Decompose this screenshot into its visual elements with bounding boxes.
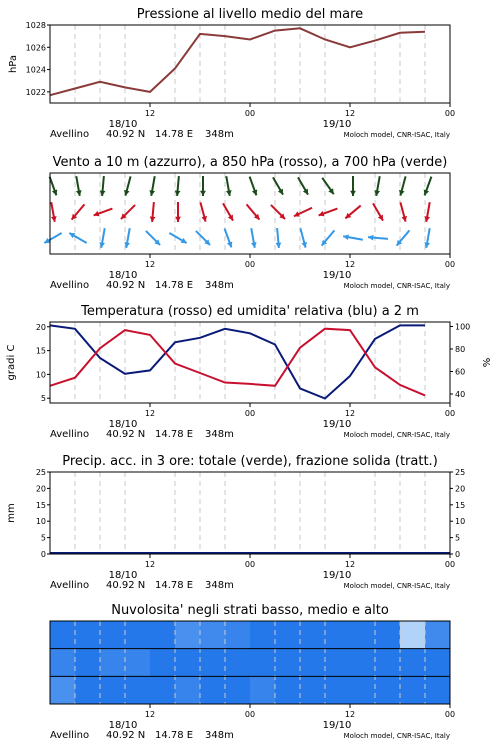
cloud-cell	[200, 649, 226, 677]
cloud-cell	[225, 676, 251, 704]
y-axis-label-right: %	[482, 357, 493, 368]
wind-arrow-head	[175, 190, 181, 195]
y-axis-label: gradi C	[6, 344, 17, 381]
panel-title: Precip. acc. in 3 ore: totale (verde), frazione solida (tratt.)	[62, 454, 438, 469]
cloud-cell	[400, 621, 426, 649]
cloud-cell	[250, 676, 276, 704]
location-elevation: 348m	[205, 429, 234, 440]
wind-arrow-head	[276, 242, 282, 247]
x-tick-label: 12	[344, 710, 356, 719]
wind-arrow-head	[150, 216, 156, 221]
y-tick-label: 0	[40, 550, 46, 559]
cloud-cell	[425, 676, 451, 704]
location-lat: 40.92 N	[106, 280, 146, 291]
wind-arrow	[225, 229, 233, 248]
date-label: 19/10	[322, 419, 352, 430]
date-label: 19/10	[322, 119, 352, 130]
wind-arrow	[169, 233, 186, 243]
y-tick-label-right: 80	[455, 345, 466, 354]
cloud-cell	[275, 649, 301, 677]
date-label: 18/10	[108, 119, 138, 130]
cloud-cell	[350, 676, 376, 704]
x-tick-label: 12	[144, 260, 156, 269]
y-tick-label-right: 100	[455, 322, 471, 332]
y-tick-label: 5	[40, 533, 46, 543]
wind-arrow	[94, 209, 113, 217]
x-tick-label: 00	[444, 560, 456, 569]
location-name: Avellino	[50, 429, 90, 440]
y-tick-label: 10	[35, 517, 46, 527]
cloud-cell	[300, 621, 326, 649]
wind-arrow	[350, 176, 356, 196]
y-tick-label: 15	[35, 500, 46, 510]
location-name: Avellino	[50, 129, 90, 140]
cloud-cell	[375, 621, 401, 649]
cloud-cell	[175, 676, 201, 704]
y-tick-label-right: 40	[455, 390, 466, 399]
panel-title: Vento a 10 m (azzurro), a 850 hPa (rosso), a 700 hPa (verde)	[52, 155, 448, 170]
x-tick-label: 12	[344, 409, 356, 418]
location-lat: 40.92 N	[106, 429, 146, 440]
cloud-cell	[150, 649, 176, 677]
model-credit: Moloch model, CNR-ISAC, Italy	[343, 282, 450, 290]
date-label: 18/10	[108, 570, 138, 581]
cloud-cell	[250, 649, 276, 677]
cloud-cell	[250, 621, 276, 649]
location-elevation: 348m	[205, 580, 234, 591]
cloud-cell	[125, 676, 151, 704]
panel-frame	[50, 173, 450, 254]
location-lon: 14.78 E	[155, 129, 194, 140]
y-axis-label: hPa	[8, 54, 19, 74]
cloud-cell	[50, 621, 76, 649]
wind-arrow	[226, 176, 232, 196]
wind-arrow	[294, 208, 312, 217]
x-tick-label: 00	[444, 109, 456, 118]
wind-arrow	[251, 228, 257, 248]
model-credit: Moloch model, CNR-ISAC, Italy	[343, 732, 450, 740]
y-tick-label: 1026	[25, 43, 46, 53]
cloud-cell	[150, 621, 176, 649]
wind-arrow	[247, 204, 260, 219]
y-tick-label: 15	[35, 346, 46, 356]
cloud-cell	[325, 649, 351, 677]
wind-arrow-head	[368, 235, 373, 241]
date-label: 18/10	[108, 419, 138, 430]
panel-title: Nuvolosita' negli strati basso, medio e alto	[111, 603, 389, 618]
model-credit: Moloch model, CNR-ISAC, Italy	[343, 131, 450, 139]
wind-arrow	[397, 230, 410, 245]
date-label: 18/10	[108, 720, 138, 731]
wind-arrow	[400, 202, 407, 221]
wind-arrow	[200, 202, 207, 221]
wind-arrow	[250, 177, 258, 196]
cloud-cell	[200, 621, 226, 649]
wind-arrow	[69, 233, 86, 243]
cloud-cell	[375, 649, 401, 677]
location-elevation: 348m	[205, 280, 234, 291]
location-lon: 14.78 E	[155, 280, 194, 291]
wind-arrow	[368, 235, 388, 241]
cloud-cell	[300, 649, 326, 677]
cloud-cell	[50, 649, 76, 677]
wind-arrow	[200, 176, 206, 196]
humidity-line	[50, 325, 425, 398]
location-name: Avellino	[50, 580, 90, 591]
panel-title: Temperatura (rosso) ed umidita' relativa (blu) a 2 m	[81, 304, 419, 319]
x-tick-label: 00	[244, 409, 256, 418]
cloud-cell	[50, 676, 76, 704]
cloud-cell	[225, 649, 251, 677]
cloud-cell	[350, 621, 376, 649]
x-tick-label: 12	[144, 409, 156, 418]
cloud-cell	[325, 676, 351, 704]
cloud-cell	[100, 676, 126, 704]
model-credit: Moloch model, CNR-ISAC, Italy	[343, 582, 450, 590]
location-lat: 40.92 N	[106, 580, 146, 591]
wind-arrow-head	[350, 191, 356, 196]
y-tick-label-right: 25	[455, 468, 466, 477]
location-name: Avellino	[50, 280, 90, 291]
date-label: 19/10	[322, 270, 352, 281]
wind-arrow-head	[200, 191, 206, 196]
wind-arrow	[100, 176, 106, 196]
cloud-cell	[75, 649, 101, 677]
x-tick-label: 12	[144, 710, 156, 719]
y-tick-label: 25	[35, 468, 46, 477]
location-elevation: 348m	[205, 730, 234, 741]
wind-arrow-head	[100, 190, 106, 195]
model-credit: Moloch model, CNR-ISAC, Italy	[343, 431, 450, 439]
cloud-cell	[125, 649, 151, 677]
x-tick-label: 00	[444, 260, 456, 269]
cloud-cell	[175, 649, 201, 677]
wind-arrow	[72, 204, 85, 219]
y-tick-label-right: 10	[455, 517, 466, 527]
x-tick-label: 00	[244, 109, 256, 118]
pressure-line	[50, 28, 425, 95]
cloud-cell	[400, 649, 426, 677]
location-name: Avellino	[50, 730, 90, 741]
y-tick-label: 20	[35, 322, 46, 332]
location-lon: 14.78 E	[155, 580, 194, 591]
cloud-cell	[125, 621, 151, 649]
date-label: 19/10	[322, 720, 352, 731]
wind-arrow	[276, 228, 282, 248]
wind-arrow	[44, 233, 61, 243]
x-tick-label: 00	[244, 260, 256, 269]
x-tick-label: 12	[344, 260, 356, 269]
wind-arrow	[50, 177, 58, 196]
wind-arrow	[175, 202, 181, 222]
cloud-cell	[100, 649, 126, 677]
date-label: 19/10	[322, 570, 352, 581]
y-tick-label-right: 20	[455, 484, 466, 494]
x-tick-label: 00	[444, 710, 456, 719]
wind-arrow	[343, 234, 363, 240]
wind-arrow	[150, 202, 156, 222]
cloud-cell	[300, 676, 326, 704]
y-tick-label: 10	[35, 370, 46, 380]
wind-arrow	[175, 176, 181, 196]
y-tick-label-right: 0	[455, 550, 461, 559]
wind-arrow-head	[175, 217, 181, 222]
wind-arrow	[322, 178, 333, 194]
y-tick-label: 5	[40, 394, 46, 404]
wind-arrow	[319, 209, 338, 217]
cloud-cell	[150, 676, 176, 704]
cloud-cell	[75, 621, 101, 649]
wind-arrow	[196, 231, 210, 245]
date-label: 18/10	[108, 270, 138, 281]
x-tick-label: 00	[244, 710, 256, 719]
y-tick-label: 20	[35, 484, 46, 494]
wind-arrow	[146, 231, 160, 245]
wind-arrow	[345, 206, 360, 219]
wind-arrow	[51, 202, 57, 222]
cloud-cell	[175, 621, 201, 649]
y-tick-label-right: 5	[455, 533, 461, 543]
location-lat: 40.92 N	[106, 129, 146, 140]
location-elevation: 348m	[205, 129, 234, 140]
cloud-cell	[100, 621, 126, 649]
wind-arrow	[149, 176, 155, 196]
wind-arrow	[76, 176, 82, 196]
location-lon: 14.78 E	[155, 730, 194, 741]
x-tick-label: 00	[244, 560, 256, 569]
cloud-cell	[200, 676, 226, 704]
cloud-cell	[350, 649, 376, 677]
location-lon: 14.78 E	[155, 429, 194, 440]
x-tick-label: 12	[344, 109, 356, 118]
cloud-cell	[375, 676, 401, 704]
panel-frame	[50, 472, 450, 554]
y-axis-label: mm	[6, 503, 17, 523]
cloud-cell	[425, 621, 451, 649]
location-lat: 40.92 N	[106, 730, 146, 741]
cloud-cell	[400, 676, 426, 704]
x-tick-label: 12	[344, 560, 356, 569]
x-tick-label: 00	[444, 409, 456, 418]
y-tick-label: 1022	[25, 87, 46, 97]
y-tick-label: 1024	[25, 65, 46, 75]
cloud-cell	[325, 621, 351, 649]
y-tick-label-right: 60	[455, 367, 466, 377]
wind-arrow	[121, 205, 135, 219]
wind-arrow	[271, 205, 285, 219]
panel-title: Pressione al livello medio del mare	[136, 7, 364, 22]
cloud-cell	[425, 649, 451, 677]
y-tick-label: 1028	[25, 21, 46, 30]
wind-arrow	[322, 230, 335, 245]
x-tick-label: 12	[144, 560, 156, 569]
cloud-cell	[275, 621, 301, 649]
cloud-cell	[275, 676, 301, 704]
cloud-cell	[225, 621, 251, 649]
cloud-cell	[75, 676, 101, 704]
wind-arrow	[300, 228, 307, 247]
x-tick-label: 12	[144, 109, 156, 118]
y-tick-label-right: 15	[455, 500, 466, 510]
